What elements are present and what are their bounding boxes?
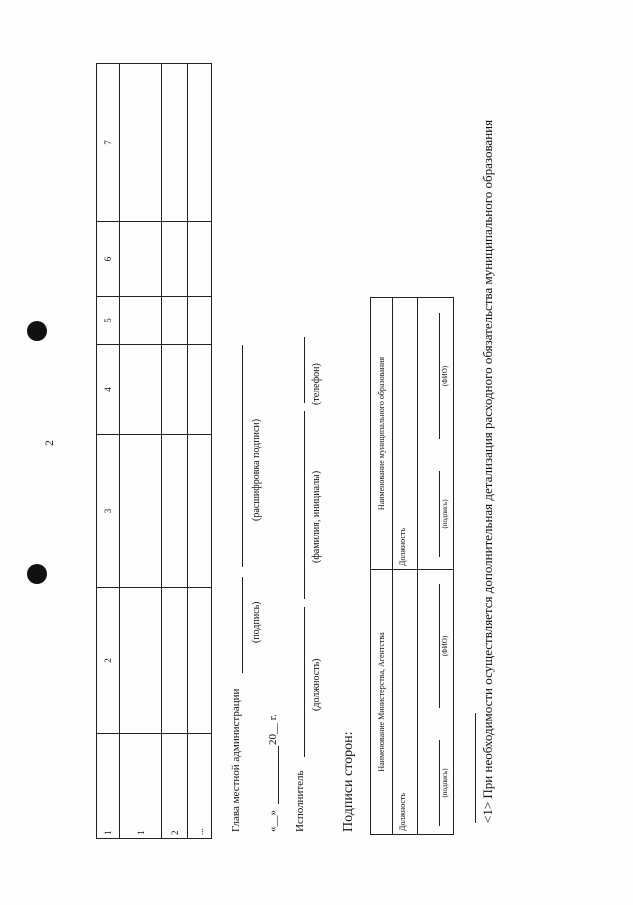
signature-right-fio-caption: (ФИО) <box>441 365 449 387</box>
executor-label: Исполнитель <box>294 770 306 832</box>
signature-right-position-line <box>417 298 418 569</box>
head-sign-caption: (подпись) <box>251 601 262 643</box>
table-row <box>188 64 212 839</box>
table-cell <box>188 435 212 588</box>
table-cell <box>188 64 212 222</box>
head-date-month-line <box>278 746 279 804</box>
signature-left-fio-line <box>439 584 440 708</box>
executor-position-caption: (должность) <box>311 658 322 711</box>
signature-left-column <box>371 569 453 834</box>
table-header-cell: 3 <box>97 435 120 588</box>
table-cell <box>120 297 162 345</box>
table-header-cell: 6 <box>97 222 120 297</box>
table-header-row <box>97 64 120 839</box>
table-cell <box>162 588 188 734</box>
table-header-cell: 5 <box>97 297 120 345</box>
data-table <box>96 63 212 839</box>
table-header-cell: 7 <box>97 64 120 222</box>
table-cell <box>162 435 188 588</box>
signature-right-sign-caption: (подпись) <box>441 499 449 529</box>
table-header-cell: 2 <box>97 588 120 734</box>
executor-phone-line <box>304 337 305 403</box>
footnote-text: <1> При необходимости осуществляется дополнительная детализация расходного обязательства муниципального образования <box>480 119 495 823</box>
head-sign-line <box>242 577 243 673</box>
table-cell <box>188 297 212 345</box>
executor-name-line <box>304 411 305 599</box>
signature-right-column <box>371 298 453 569</box>
table-row <box>120 64 162 839</box>
signature-left-position-line <box>417 570 418 834</box>
head-decode-line <box>242 345 243 567</box>
table-cell <box>162 297 188 345</box>
head-date-year: 20__ г. <box>267 714 279 745</box>
head-decode-caption: (расшифровка подписи) <box>251 418 262 521</box>
signature-right-position: Должность <box>398 527 407 566</box>
table-cell <box>120 588 162 734</box>
executor-phone-caption: (телефон) <box>311 363 322 405</box>
table-cell <box>120 64 162 222</box>
head-date-open: «__» <box>267 810 279 832</box>
signatures-title: Подписи сторон: <box>341 731 356 832</box>
table-cell <box>120 345 162 435</box>
signature-left-position: Должность <box>398 792 407 831</box>
head-label: Глава местной администрации <box>230 688 242 832</box>
table-cell: 2 <box>162 734 188 839</box>
table-header-cell: 1 <box>97 734 120 839</box>
signature-right-fio-line <box>439 313 440 439</box>
table-cell <box>120 435 162 588</box>
executor-name-caption: (фамилия, инициалы) <box>311 470 322 563</box>
table-cell <box>188 222 212 297</box>
table-cell <box>162 222 188 297</box>
table-cell <box>162 64 188 222</box>
page-number: 2 <box>42 440 56 446</box>
signature-left-fio-caption: (ФИО) <box>441 635 449 657</box>
signature-left-sign-caption: (подпись) <box>441 768 449 798</box>
signature-right-sign-line <box>439 471 440 557</box>
table-cell: ... <box>188 734 212 839</box>
signatures-table <box>370 297 454 835</box>
table-cell <box>120 222 162 297</box>
table-header-cell: 4 <box>97 345 120 435</box>
table-cell: 1 <box>120 734 162 839</box>
footnote-separator <box>475 713 476 823</box>
signature-left-sign-line <box>439 740 440 826</box>
table-cell <box>162 345 188 435</box>
table-cell <box>188 345 212 435</box>
table-cell <box>188 588 212 734</box>
table-row <box>162 64 188 839</box>
signature-right-header: Наименование муниципального образования <box>371 298 393 569</box>
signature-left-header: Наименование Министерства, Агентства <box>371 570 393 834</box>
executor-position-line <box>304 607 305 757</box>
